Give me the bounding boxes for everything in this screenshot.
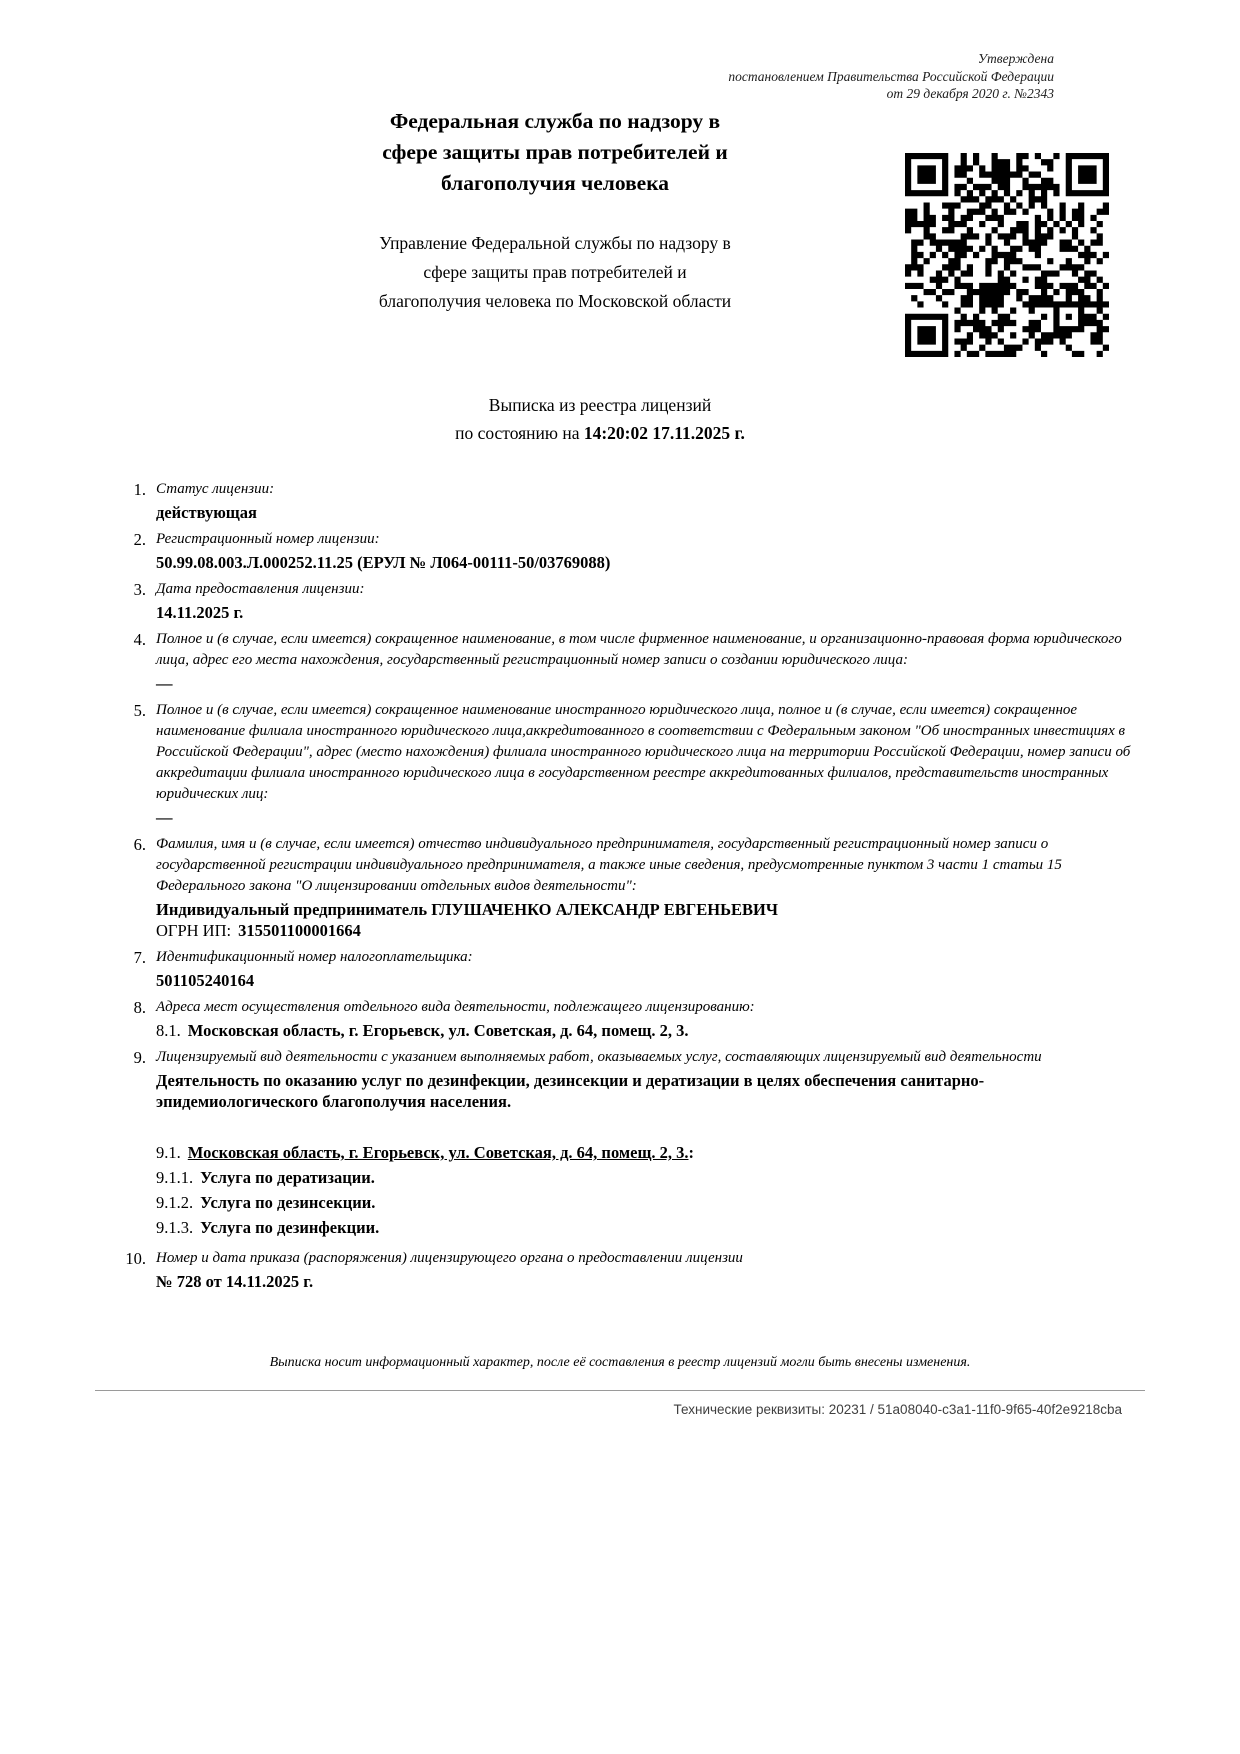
- asof-datetime: 14:20:02 17.11.2025 г.: [583, 423, 745, 443]
- item-number: 4.: [133, 630, 146, 649]
- item-label: Адреса мест осуществления отдельного вида деятельности, подлежащего лицензированию:: [156, 999, 755, 1015]
- item-number: 3.: [133, 580, 146, 599]
- item-value: 14.11.2025 г.: [156, 603, 244, 622]
- item-label: Номер и дата приказа (распоряжения) лицензирующего органа о предоставлении лицензии: [156, 1250, 743, 1266]
- ogrn-line: [156, 920, 1146, 941]
- item-label: Полное и (в случае, если имеется) сокращенное наименование, в том числе фирменное наименование, и организационно-правовая форма юридического лица, адрес его места нахождения, государственный регистрационный номер записи о создании юридического лица:: [156, 631, 1122, 668]
- item-label: Дата предоставления лицензии:: [156, 581, 365, 597]
- service-number: 9.1.1.: [156, 1168, 194, 1187]
- item-value: —: [156, 808, 173, 827]
- department-name-line: сфере защиты прав потребителей и: [423, 262, 687, 282]
- order-value: № 728 от 14.11.2025 г.: [156, 1272, 314, 1291]
- department-name-line: благополучия человека по Московской области: [378, 291, 732, 311]
- item-label: Статус лицензии:: [156, 481, 275, 497]
- item-number: 5.: [133, 701, 146, 720]
- entrepreneur-name: Индивидуальный предприниматель ГЛУШАЧЕНКО АЛЕКСАНДР ЕВГЕНЬЕВИЧ: [156, 900, 778, 919]
- approval-note-line: от 29 декабря 2020 г. №2343: [886, 86, 1054, 101]
- document-heading: [100, 391, 1100, 447]
- list-item-inn: [100, 947, 1146, 991]
- service-number: 9.1.2.: [156, 1193, 194, 1212]
- list-item-addresses: [100, 997, 1146, 1041]
- ogrn-value: 315501100001664: [238, 921, 361, 940]
- qr-code: [905, 153, 1109, 357]
- list-item-status: [100, 479, 1146, 523]
- license-items-list: [100, 479, 1146, 1298]
- header-block: [265, 106, 845, 316]
- activity-address: Московская область, г. Егорьевск, ул. Советская, д. 64, помещ. 2, 3.: [187, 1143, 689, 1162]
- list-item-licensed-activity: [100, 1047, 1146, 1242]
- service-item: [156, 1167, 1146, 1188]
- service-item: [156, 1192, 1146, 1213]
- list-item-entrepreneur: [100, 834, 1146, 941]
- approval-note-line: постановлением Правительства Российской Федерации: [728, 68, 1054, 84]
- item-number: 6.: [133, 835, 146, 854]
- address-value: Московская область, г. Егорьевск, ул. Советская, д. 64, помещ. 2, 3.: [187, 1021, 689, 1040]
- item-number: 8.: [133, 998, 146, 1017]
- service-item: [156, 1217, 1146, 1238]
- list-item-foreign-entity: [100, 700, 1146, 828]
- list-item-legal-entity: [100, 629, 1146, 694]
- service-label: Услуга по дезинсекции.: [200, 1193, 376, 1212]
- activity-description: Деятельность по оказанию услуг по дезинфекции, дезинсекции и дератизации в целях обеспечения санитарно-эпидемиологического благополучия населения.: [156, 1071, 985, 1111]
- approval-note-line: Утверждена: [977, 51, 1054, 66]
- agency-name-line: сфере защиты прав потребителей и: [382, 140, 728, 164]
- activity-address-line: [156, 1142, 1146, 1163]
- item-number: 7.: [133, 948, 146, 967]
- list-item-order-number: [100, 1248, 1146, 1292]
- technical-requisites: Технические реквизиты: 20231 / 51a08040-c3a1-11f0-9f65-40f2e9218cba: [673, 1402, 1122, 1417]
- item-label: Полное и (в случае, если имеется) сокращенное наименование иностранного юридического лица, полное и (в случае, если имеется) сокращенное наименование филиала иностранного юридического лица,аккредитованного в соответствии с Федеральным законом "Об иностранных инвестициях в Российской Федерации", адрес (место нахождения) филиала иностранного юридического лица на территории Российской Федерации, номер записи об аккредитации филиала иностранного юридического лица в государственном реестре аккредитованных филиалов, представительств иностранных юридических лиц:: [156, 702, 1131, 802]
- list-item-registration-number: [100, 529, 1146, 573]
- list-item-grant-date: [100, 579, 1146, 623]
- item-value: 50.99.08.003.Л.000252.11.25 (ЕРУЛ № Л064-00111-50/03769088): [156, 553, 611, 572]
- service-number: 9.1.3.: [156, 1218, 194, 1237]
- address-line: [156, 1020, 1146, 1041]
- department-name: [265, 229, 845, 316]
- item-label: Фамилия, имя и (в случае, если имеется) отчество индивидуального предпринимателя, государственный регистрационный номер записи о государственной регистрации индивидуального предпринимателя, а также иные сведения, предусмотренные пунктом 3 части 1 статьи 15 Федерального закона "О лицензировании отдельных видов деятельности":: [156, 836, 1062, 894]
- agency-name-line: благополучия человека: [440, 171, 670, 195]
- asof-prefix: по состоянию на: [455, 423, 580, 443]
- item-label: Идентификационный номер налогоплательщика:: [156, 949, 473, 965]
- activity-address-suffix: :: [688, 1143, 694, 1162]
- activity-address-number: 9.1.: [156, 1143, 181, 1162]
- department-name-line: Управление Федеральной службы по надзору в: [379, 233, 731, 253]
- address-sub-number: 8.1.: [156, 1021, 181, 1040]
- agency-name: [265, 106, 845, 199]
- agency-name-line: Федеральная служба по надзору в: [389, 109, 721, 133]
- approval-note: [728, 50, 1054, 103]
- item-value: действующая: [156, 503, 257, 522]
- document-asof-line: [100, 419, 1100, 447]
- service-label: Услуга по дератизации.: [200, 1168, 375, 1187]
- ogrn-label: ОГРН ИП:: [156, 921, 232, 940]
- item-value: —: [156, 674, 173, 693]
- item-number: 9.: [133, 1048, 146, 1067]
- inn-value: 501105240164: [156, 971, 255, 990]
- item-label: Лицензируемый вид деятельности с указанием выполняемых работ, оказываемых услуг, составляющих лицензируемый вид деятельности: [156, 1049, 1042, 1065]
- item-label: Регистрационный номер лицензии:: [156, 531, 380, 547]
- qr-code-image: [905, 153, 1109, 357]
- item-number: 10.: [125, 1249, 146, 1268]
- document-title: Выписка из реестра лицензий: [488, 395, 712, 415]
- footer-divider: [95, 1390, 1145, 1391]
- item-number: 2.: [133, 530, 146, 549]
- item-number: 1.: [133, 480, 146, 499]
- service-label: Услуга по дезинфекции.: [200, 1218, 380, 1237]
- informational-note: Выписка носит информационный характер, после её составления в реестр лицензий могли быть внесены изменения.: [269, 1355, 971, 1370]
